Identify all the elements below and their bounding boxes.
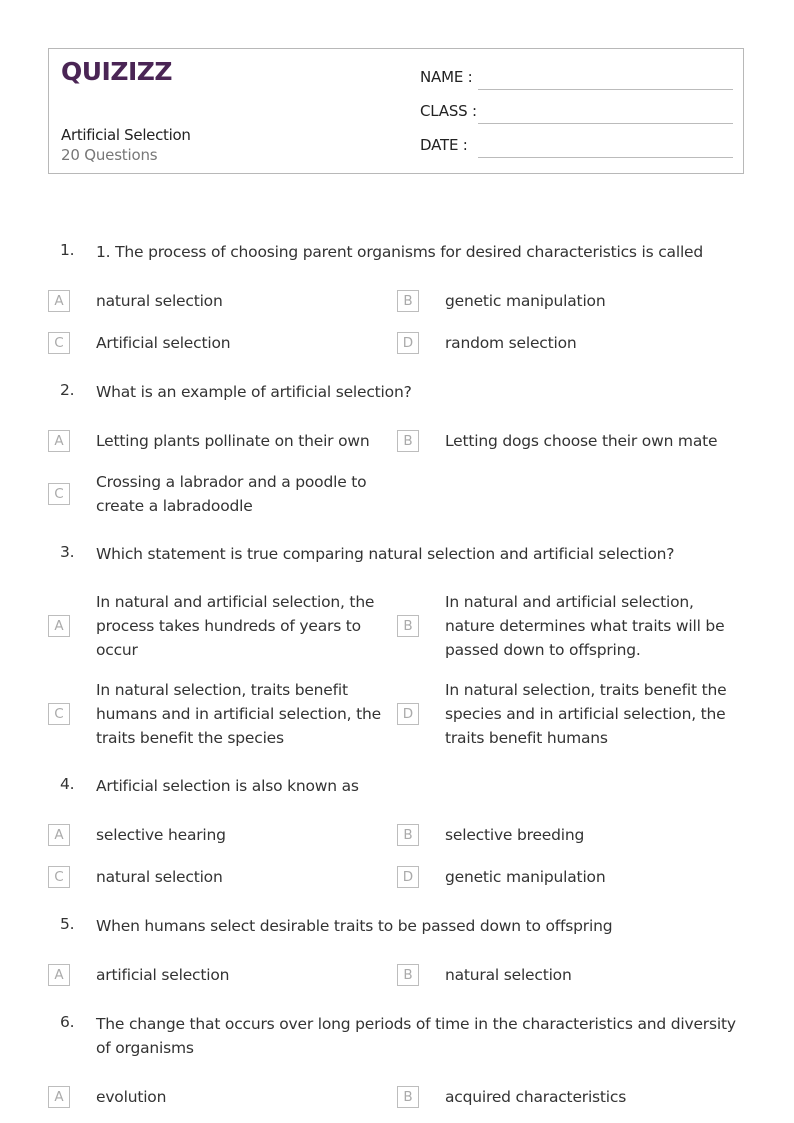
class-field[interactable] <box>478 123 733 124</box>
option-box-d[interactable]: D <box>397 703 419 725</box>
option-text: natural selection <box>96 292 223 310</box>
option-text: Letting plants pollinate on their own <box>96 432 370 450</box>
option-text: random selection <box>445 334 577 352</box>
question-number: 1. <box>60 241 75 259</box>
class-label: CLASS : <box>420 102 477 120</box>
question-text: Artificial selection is also known as <box>96 777 359 795</box>
option-box-c[interactable]: C <box>48 332 70 354</box>
option-box-b[interactable]: B <box>397 964 419 986</box>
option-text: natural selection <box>96 868 223 886</box>
date-label: DATE : <box>420 136 468 154</box>
option-box-d[interactable]: D <box>397 866 419 888</box>
option-box-c[interactable]: C <box>48 483 70 505</box>
option-box-b[interactable]: B <box>397 290 419 312</box>
option-text: Crossing a labrador and a poodle to create a labradoodle <box>96 473 367 515</box>
option-text: Letting dogs choose their own mate <box>445 432 718 450</box>
name-label: NAME : <box>420 68 473 86</box>
option-box-a[interactable]: A <box>48 430 70 452</box>
question-number: 4. <box>60 775 75 793</box>
question-text: What is an example of artificial selection? <box>96 383 412 401</box>
question-text: Which statement is true comparing natural selection and artificial selection? <box>96 545 675 563</box>
option-text: genetic manipulation <box>445 292 606 310</box>
option-text: natural selection <box>445 966 572 984</box>
option-text: Artificial selection <box>96 334 231 352</box>
option-box-a[interactable]: A <box>48 1086 70 1108</box>
option-box-a[interactable]: A <box>48 290 70 312</box>
option-text: artificial selection <box>96 966 230 984</box>
question-number: 5. <box>60 915 75 933</box>
option-box-b[interactable]: B <box>397 615 419 637</box>
option-box-c[interactable]: C <box>48 866 70 888</box>
name-field[interactable] <box>478 89 733 90</box>
option-box-b[interactable]: B <box>397 430 419 452</box>
option-text: selective hearing <box>96 826 226 844</box>
option-box-a[interactable]: A <box>48 824 70 846</box>
option-text: evolution <box>96 1088 167 1106</box>
option-box-b[interactable]: B <box>397 1086 419 1108</box>
option-text: acquired characteristics <box>445 1088 627 1106</box>
question-number: 6. <box>60 1013 75 1031</box>
worksheet-header <box>48 48 744 174</box>
question-count: 20 Questions <box>61 146 158 164</box>
worksheet-title: Artificial Selection <box>61 126 191 144</box>
option-text: In natural selection, traits benefit the species and in artificial selection, the traits benefit humans <box>445 681 727 747</box>
option-text: genetic manipulation <box>445 868 606 886</box>
date-field[interactable] <box>478 157 733 158</box>
question-text: When humans select desirable traits to be passed down to offspring <box>96 917 613 935</box>
question-text: 1. The process of choosing parent organisms for desired characteristics is called <box>96 243 704 261</box>
option-text: In natural and artificial selection, nature determines what traits will be passed down to offspring. <box>445 593 725 659</box>
option-text: selective breeding <box>445 826 585 844</box>
option-box-c[interactable]: C <box>48 703 70 725</box>
quizizz-logo: QUIZIZZ <box>61 57 173 86</box>
question-number: 3. <box>60 543 75 561</box>
option-box-b[interactable]: B <box>397 824 419 846</box>
option-box-a[interactable]: A <box>48 615 70 637</box>
option-box-a[interactable]: A <box>48 964 70 986</box>
option-text: In natural and artificial selection, the process takes hundreds of years to occur <box>96 593 375 659</box>
question-number: 2. <box>60 381 75 399</box>
question-text: The change that occurs over long periods of time in the characteristics and diversity of organisms <box>96 1015 736 1057</box>
option-box-d[interactable]: D <box>397 332 419 354</box>
option-text: In natural selection, traits benefit humans and in artificial selection, the traits benefit the species <box>96 681 381 747</box>
